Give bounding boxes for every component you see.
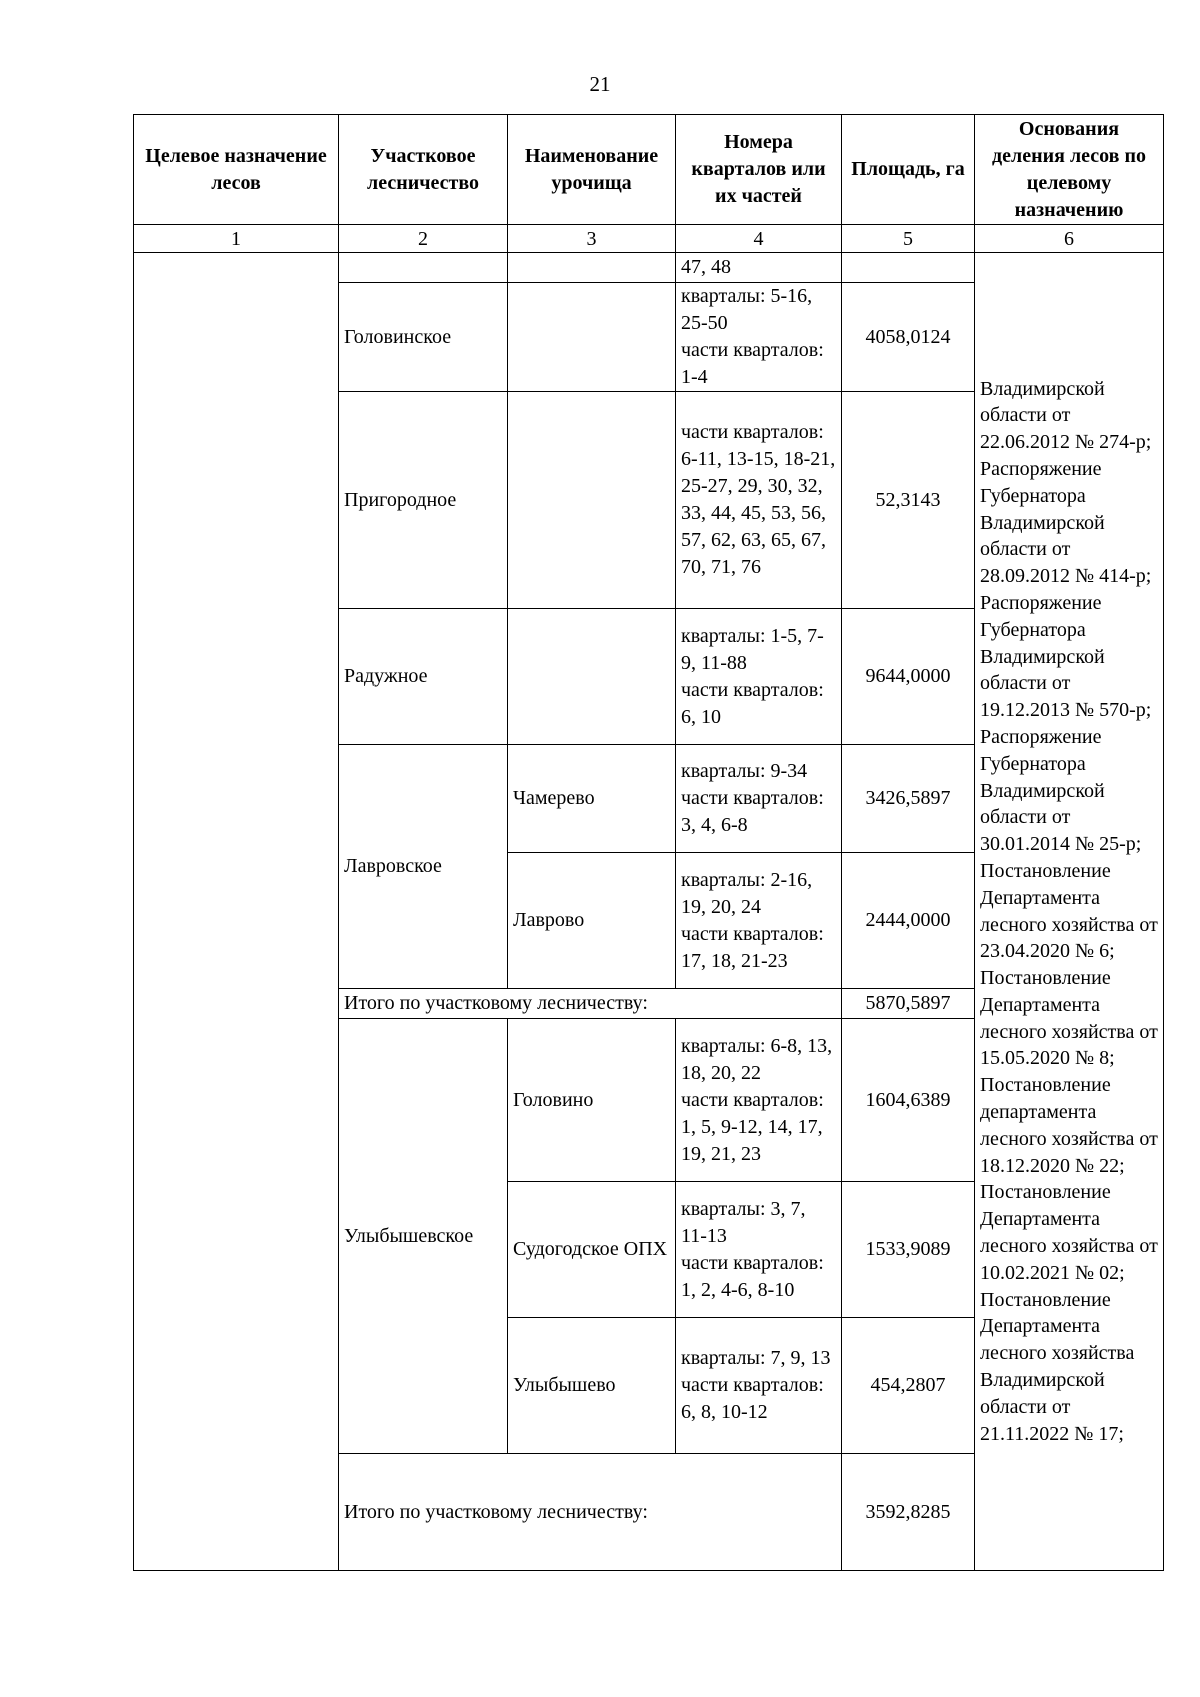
- column-number: 4: [676, 225, 842, 253]
- area-cell: 52,3143: [842, 392, 975, 609]
- tract-cell: [508, 609, 676, 745]
- quarters-cell: кварталы: 5-16, 25-50 части кварталов: 1-4: [676, 283, 842, 392]
- quarters-cell: кварталы: 1-5, 7-9, 11-88 части кварталов: 6, 10: [676, 609, 842, 745]
- forestry-cell: Лавровское: [339, 745, 508, 989]
- area-cell: 4058,0124: [842, 283, 975, 392]
- column-numbers-row: [134, 225, 1164, 253]
- tract-cell: Головино: [508, 1019, 676, 1182]
- tract-cell: [508, 253, 676, 283]
- area-cell: 9644,0000: [842, 609, 975, 745]
- tract-cell: Улыбышево: [508, 1318, 676, 1454]
- header-area: Площадь, га: [842, 115, 975, 225]
- area-cell: [842, 253, 975, 283]
- header-purpose: Целевое назначение лесов: [134, 115, 339, 225]
- header-quarters: Номера кварталов или их частей: [676, 115, 842, 225]
- area-cell: 2444,0000: [842, 853, 975, 989]
- forestry-cell: Пригородное: [339, 392, 508, 609]
- header-forestry: Участковое лесничество: [339, 115, 508, 225]
- forestry-cell: Улыбышевское: [339, 1019, 508, 1454]
- quarters-cell: кварталы: 2-16, 19, 20, 24 части кварталов: 17, 18, 21-23: [676, 853, 842, 989]
- subtotal-area: 3592,8285: [842, 1454, 975, 1571]
- forestry-cell: Головинское: [339, 283, 508, 392]
- tract-cell: [508, 392, 676, 609]
- quarters-cell: части кварталов: 6-11, 13-15, 18-21, 25-27, 29, 30, 32, 33, 44, 45, 53, 56, 57, 62, 63, 65, 67, 70, 71, 76: [676, 392, 842, 609]
- subtotal-label: Итого по участковому лесничеству:: [339, 1454, 842, 1571]
- forestry-cell: Радужное: [339, 609, 508, 745]
- purpose-cell: [134, 253, 339, 1571]
- area-cell: 454,2807: [842, 1318, 975, 1454]
- area-cell: 1604,6389: [842, 1019, 975, 1182]
- tract-cell: Судогодское ОПХ: [508, 1182, 676, 1318]
- quarters-cell: кварталы: 3, 7, 11-13 части кварталов: 1, 2, 4-6, 8-10: [676, 1182, 842, 1318]
- quarters-cell: кварталы: 7, 9, 13 части кварталов: 6, 8, 10-12: [676, 1318, 842, 1454]
- table-header-row: [134, 115, 1164, 225]
- page-number: 21: [589, 72, 611, 96]
- quarters-cell: кварталы: 6-8, 13, 18, 20, 22 части кварталов: 1, 5, 9-12, 14, 17, 19, 21, 23: [676, 1019, 842, 1182]
- column-number: 3: [508, 225, 676, 253]
- forestry-cell: [339, 253, 508, 283]
- area-cell: 3426,5897: [842, 745, 975, 853]
- quarters-cell: кварталы: 9-34 части кварталов: 3, 4, 6-8: [676, 745, 842, 853]
- subtotal-area: 5870,5897: [842, 989, 975, 1019]
- column-number: 5: [842, 225, 975, 253]
- basis-cell: Владимирской области от 22.06.2012 № 274-р; Распоряжение Губернатора Владимирской области от 28.09.2012 № 414-р; Распоряжение Губернатора Владимирской области от 19.12.2013 № 570-р; Распоряжение Губернатора Владимирской области от 30.01.2014 № 25-р; Постановление Департамента лесного хозяйства от 23.04.2020 № 6; Постановление Департамента лесного хозяйства от 15.05.2020 № 8; Постановление департамента лесного хозяйства от 18.12.2020 № 22; Постановление Департамента лесного хозяйства от 10.02.2021 № 02; Постановление Департамента лесного хозяйства Владимирской области от 21.11.2022 № 17;: [975, 253, 1164, 1571]
- header-basis: Основания деления лесов по целевому назначению: [975, 115, 1164, 225]
- table-row: [134, 253, 1164, 283]
- subtotal-label: Итого по участковому лесничеству:: [339, 989, 842, 1019]
- column-number: 6: [975, 225, 1164, 253]
- quarters-cell: 47, 48: [676, 253, 842, 283]
- area-cell: 1533,9089: [842, 1182, 975, 1318]
- tract-cell: Чамерево: [508, 745, 676, 853]
- header-tract: Наименование урочища: [508, 115, 676, 225]
- column-number: 2: [339, 225, 508, 253]
- column-number: 1: [134, 225, 339, 253]
- tract-cell: Лаврово: [508, 853, 676, 989]
- forest-division-table: [133, 114, 1164, 1571]
- tract-cell: [508, 283, 676, 392]
